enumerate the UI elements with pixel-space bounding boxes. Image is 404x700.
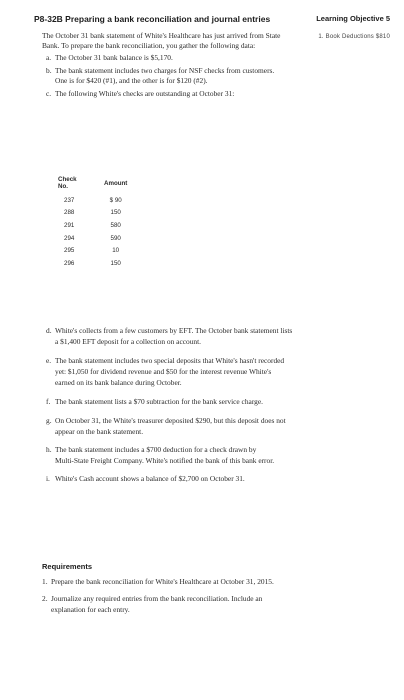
check-amount: 150: [110, 209, 121, 217]
item-text: The bank statement includes two charges for NSF checks from customers.: [55, 66, 275, 75]
item-d-line-2: a $1,400 EFT deposit for a collection on account.: [55, 337, 201, 346]
check-number: 294: [64, 234, 75, 242]
item-label: b.: [46, 66, 52, 75]
item-label: e.: [46, 356, 52, 365]
item-e-line-2: yet: $1,050 for dividend revenue and $50 for the interest revenue White's: [55, 367, 272, 376]
item-label: i.: [46, 474, 50, 483]
item-label: a.: [46, 53, 52, 62]
item-label: c.: [46, 89, 52, 98]
check-number: 288: [64, 209, 75, 217]
check-amount: 590: [110, 234, 121, 242]
table-row: [58, 219, 127, 232]
requirement-2: [42, 594, 312, 604]
item-b: [46, 66, 308, 76]
item-b-line-2: One is for $420 (#1), and the other is for $120 (#2).: [55, 76, 208, 85]
requirement-1: [42, 577, 312, 587]
table-row: [58, 207, 127, 220]
learning-objective: Learning Objective 5: [316, 14, 390, 23]
check-number: 295: [64, 247, 75, 255]
check-number: 296: [64, 259, 75, 267]
item-text: On October 31, the White's treasurer deposited $290, but this deposit does not: [55, 416, 286, 425]
check-amount: 150: [110, 259, 121, 267]
item-c: [46, 89, 308, 99]
requirements-heading: Requirements: [42, 562, 93, 571]
check-amount: 580: [110, 221, 121, 229]
check-number: 237: [64, 196, 75, 204]
item-text: The October 31 bank balance is $5,170.: [55, 53, 173, 62]
requirement-text: Prepare the bank reconciliation for White's Healthcare at October 31, 2015.: [51, 577, 274, 586]
item-label: g.: [46, 416, 52, 425]
item-h-line-2: Multi-State Freight Company. White's notified the bank of this bank error.: [55, 456, 275, 465]
item-label: d.: [46, 326, 52, 335]
item-a: [46, 53, 308, 63]
table-header-row: [58, 176, 127, 194]
table-row: [58, 194, 127, 207]
requirement-2-line-2: explanation for each entry.: [51, 605, 130, 614]
item-h: [46, 445, 308, 455]
table-row: [58, 232, 127, 245]
requirement-text: Journalize any required entries from the bank reconciliation. Include an: [51, 594, 263, 603]
item-e: [46, 356, 308, 366]
check-amount: 10: [112, 247, 120, 255]
problem-title: P8-32B Preparing a bank reconciliation and journal entries: [34, 14, 271, 24]
intro-line-2: Bank. To prepare the bank reconciliation, you gather the following data:: [42, 41, 256, 50]
requirement-label: 1.: [42, 577, 48, 586]
column-header-check-no: Check No.: [58, 176, 77, 190]
learning-objective-note: 1. Book Deductions $810: [318, 34, 390, 40]
item-text: The bank statement includes a $700 deduction for a check drawn by: [55, 445, 257, 454]
outstanding-checks-table: [58, 176, 127, 270]
item-text: White's Cash account shows a balance of $2,700 on October 31.: [55, 474, 245, 483]
item-text: The bank statement includes two special deposits that White's hasn't recorded: [55, 356, 285, 365]
item-g-line-2: appear on the bank statement.: [55, 427, 144, 436]
item-text: The bank statement lists a $70 subtraction for the bank service charge.: [55, 397, 263, 406]
item-label: h.: [46, 445, 52, 454]
intro-line-1: The October 31 bank statement of White's Healthcare has just arrived from State: [42, 31, 281, 40]
table-row: [58, 257, 127, 270]
column-header-amount: Amount: [104, 179, 128, 187]
item-f: [46, 397, 308, 407]
table-row: [58, 244, 127, 257]
item-e-line-3: earned on its bank balance during October.: [55, 378, 182, 387]
check-number: 291: [64, 221, 75, 229]
item-label: f.: [46, 397, 51, 406]
requirement-label: 2.: [42, 594, 48, 603]
item-text: The following White's checks are outstanding at October 31:: [55, 89, 235, 98]
item-d: [46, 326, 308, 336]
item-g: [46, 416, 308, 426]
item-i: [46, 474, 308, 484]
check-amount: $ 90: [109, 196, 122, 204]
item-text: White's collects from a few customers by EFT. The October bank statement lists: [55, 326, 293, 335]
